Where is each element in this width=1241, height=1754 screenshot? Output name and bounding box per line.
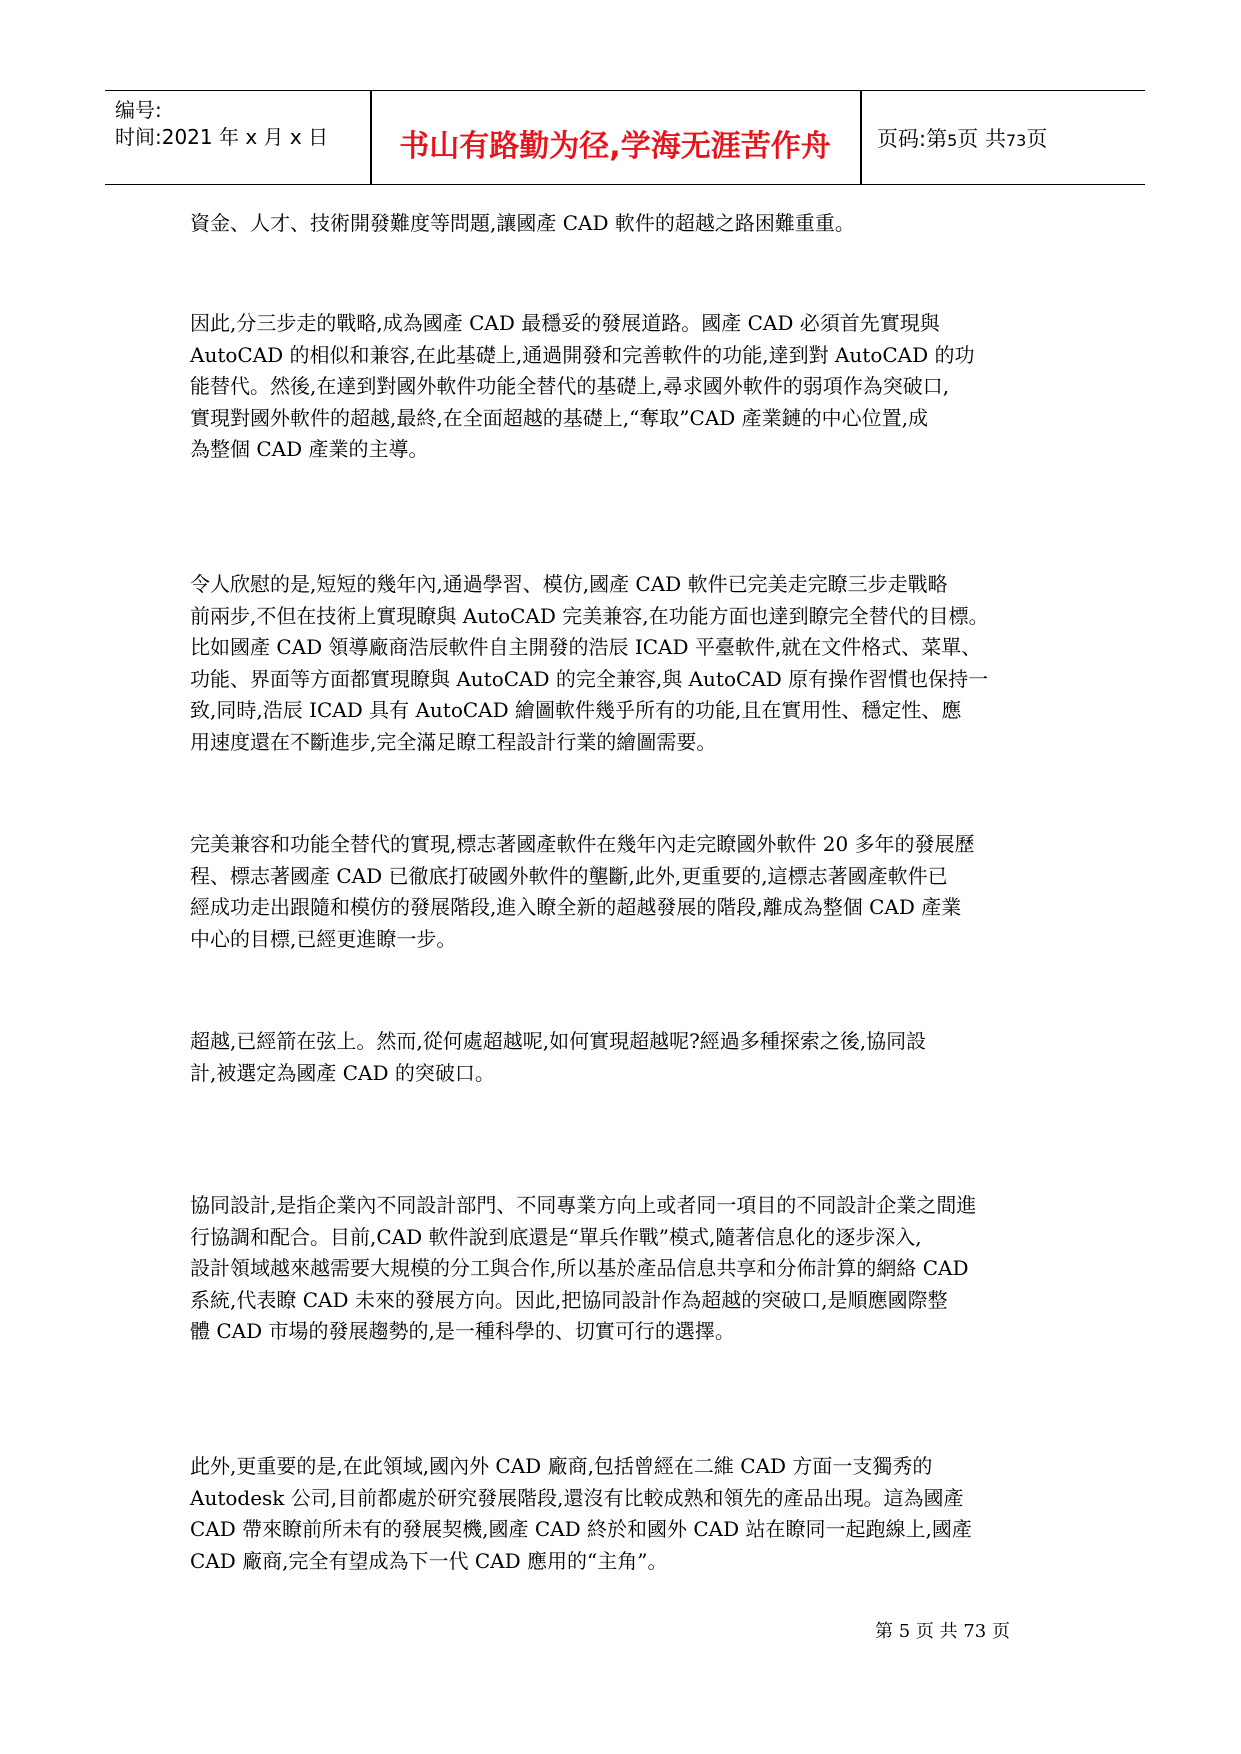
paragraph-6: 協同設計,是指企業內不同設計部門、不同專業方向上或者同一項目的不同設計企業之間進 行協調和配合。目前,CAD 軟件說到底還是“單兵作戰”模式,隨著信息化的逐步深入, 設計領域越來越需要大規模的分工與合作,所以基於產品信息共享和分佈計算的網絡 CAD 系統,代表瞭 CAD 未來的發展方向。因此,把協同設計作為超越的突破口,是順應國際整 體 CAD 市場的發展趨勢的,是一種科學的、切實可行的選擇。 [190,1193,977,1343]
header-motto: 书山有路勤为径,学海无涯苦作舟 [399,129,831,164]
document-time-label: 时间:2021 年 x 月 x 日 [115,125,329,149]
paragraph-4: 完美兼容和功能全替代的實現,標志著國產軟件在幾年內走完瞭國外軟件 20 多年的發展歷 程、標志著國產 CAD 已徹底打破國外軟件的壟斷,此外,更重要的,這標志著國產軟件已 經成功走出跟隨和模仿的發展階段,進入瞭全新的超越發展的階段,離成為整個 CAD 產業 中心的目標,已經更進瞭一步。 [190,832,975,951]
paragraph-5: 超越,已經箭在弦上。然而,從何處超越呢,如何實現超越呢?經過多種探索之後,協同設 計,被選定為國產 CAD 的突破口。 [190,1029,927,1085]
document-number-label: 编号: [115,98,162,122]
header-motto-cell [370,91,860,184]
page-header [105,90,1145,185]
header-page-cell [862,91,1145,184]
paragraph-3: 令人欣慰的是,短短的幾年內,通過學習、模仿,國產 CAD 軟件已完美走完瞭三步走戰略 前兩步,不但在技術上實現瞭與 AutoCAD 完美兼容,在功能方面也達到瞭完全替代的目標。 比如國產 CAD 領導廠商浩辰軟件自主開發的浩辰 ICAD 平臺軟件,就在文件格式、菜單、 功能、界面等方面都實現瞭與 AutoCAD 的完全兼容,與 AutoCAD 原有操作習慣也保持一 致,同時,浩辰 ICAD 具有 AutoCAD 繪圖軟件幾乎所有的功能,且在實用性、穩定性、應 用速度還在不斷進步,完全滿足瞭工程設計行業的繪圖需要。 [190,572,989,754]
header-page-number: 页码:第5页 共73页 [877,127,1048,151]
header-page-total: 73 [1005,131,1027,150]
header-info-cell [105,91,370,184]
paragraph-7: 此外,更重要的是,在此領域,國內外 CAD 廠商,包括曾經在二維 CAD 方面一支獨秀的 Autodesk 公司,目前都處於研究發展階段,還沒有比較成熟和領先的產品出現。這為國產 CAD 帶來瞭前所未有的發展契機,國產 CAD 終於和國外 CAD 站在瞭同一起跑線上,國產 CAD 廠商,完全有望成為下一代 CAD 應用的“主角”。 [190,1454,972,1573]
page-footer: 第 5 页 共 73 页 [875,1621,1010,1642]
paragraph-2: 因此,分三步走的戰略,成為國產 CAD 最穩妥的發展道路。國產 CAD 必須首先實現與 AutoCAD 的相似和兼容,在此基礎上,通過開發和完善軟件的功能,達到對 AutoCAD 的功 能替代。然後,在達到對國外軟件功能全替代的基礎上,尋求國外軟件的弱項作為突破口, 實現對國外軟件的超越,最終,在全面超越的基礎上,“奪取”CAD 產業鏈的中心位置,成 為整個 CAD 產業的主導。 [190,311,975,461]
header-page-current: 5 [947,131,958,150]
paragraph-1: 資金、人才、技術開發難度等問題,讓國產 CAD 軟件的超越之路困難重重。 [190,211,855,235]
